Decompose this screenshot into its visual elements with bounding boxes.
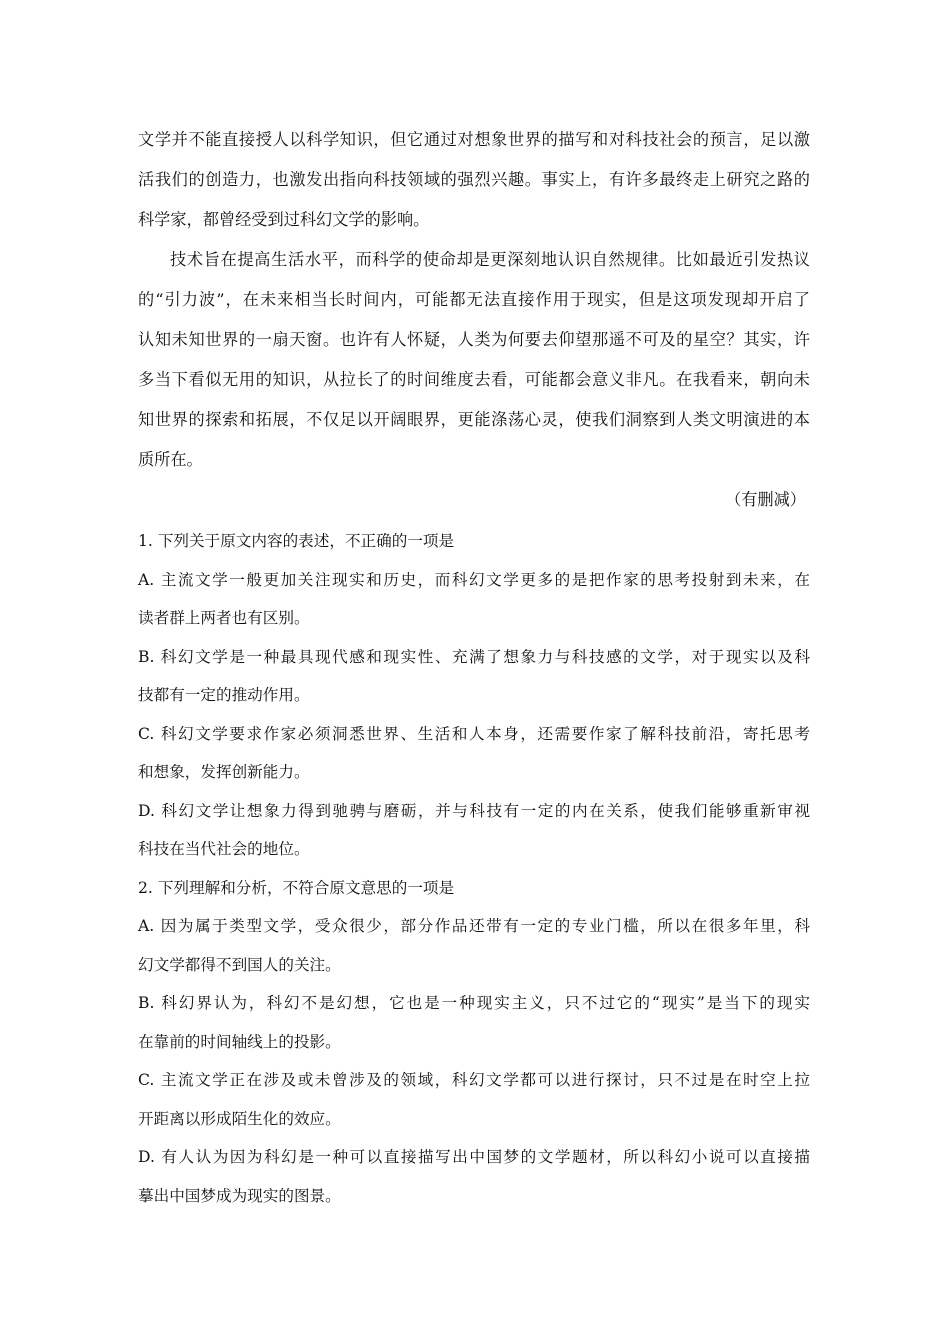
option-line: D. 科幻文学让想象力得到驰骋与磨砺，并与科技有一定的内在关系，使我们能够重新审视 — [138, 801, 810, 820]
option-line: A. 因为属于类型文学，受众很少，部分作品还带有一定的专业门槛，所以在很多年里，科 — [138, 917, 810, 935]
option-a — [138, 907, 810, 984]
question-1 — [138, 522, 810, 869]
text-line: 知世界的探索和拓展，不仅足以开阔眼界，更能涤荡心灵，使我们洞察到人类文明演进的本 — [138, 410, 810, 429]
option-a — [138, 561, 810, 638]
question-stem: 2. 下列理解和分析，不符合原文意思的一项是 — [138, 878, 455, 897]
option-line: C. 主流文学正在涉及或未曾涉及的领域，科幻文学都可以进行探讨，只不过是在时空上拉 — [138, 1071, 810, 1089]
option-line: B. 科幻界认为，科幻不是幻想，它也是一种现实主义，只不过它的“现实”是当下的现实 — [138, 994, 810, 1012]
option-line: 在靠前的时间轴线上的投影。 — [138, 1032, 341, 1051]
paragraph-2 — [138, 240, 810, 480]
option-c — [138, 1061, 810, 1138]
source-note: （有删减） — [725, 490, 806, 509]
document-page — [138, 120, 810, 1215]
option-line: 和想象，发挥创新能力。 — [138, 763, 310, 781]
option-line: 幻文学都得不到国人的关注。 — [138, 955, 341, 974]
paragraph-1 — [138, 120, 810, 240]
option-b — [138, 638, 810, 715]
question-2 — [138, 869, 810, 1216]
option-line: B. 科幻文学是一种最具现代感和现实性、充满了想象力与科技感的文学，对于现实以及科 — [138, 647, 810, 666]
text-line: 的“引力波”，在未来相当长时间内，可能都无法直接作用于现实，但是这项发现却开启了 — [138, 290, 810, 309]
text-line: 技术旨在提高生活水平，而科学的使命却是更深刻地认识自然规律。比如最近引发热议 — [170, 250, 810, 269]
option-line: C. 科幻文学要求作家必须洞悉世界、生活和人本身，还需要作家了解科技前沿，寄托思考 — [138, 724, 810, 743]
text-line: 活我们的创造力，也激发出指向科技领域的强烈兴趣。事实上，有许多最终走上研究之路的 — [138, 170, 810, 189]
option-b — [138, 984, 810, 1061]
option-d — [138, 1138, 810, 1215]
text-line: 科学家，都曾经受到过科幻文学的影响。 — [138, 210, 430, 229]
option-line: 开距离以形成陌生化的效应。 — [138, 1109, 341, 1128]
option-d — [138, 792, 810, 869]
option-line: D. 有人认为因为科幻是一种可以直接描写出中国梦的文学题材，所以科幻小说可以直接描 — [138, 1148, 810, 1166]
question-stem: 1. 下列关于原文内容的表述，不正确的一项是 — [138, 532, 455, 550]
option-line: 摹出中国梦成为现实的图景。 — [138, 1186, 341, 1205]
option-line: A. 主流文学一般更加关注现实和历史，而科幻文学更多的是把作家的思考投射到未来，在 — [138, 570, 810, 589]
option-c — [138, 715, 810, 792]
text-line: 质所在。 — [138, 450, 203, 469]
option-line: 技都有一定的推动作用。 — [138, 686, 310, 704]
text-line: 多当下看似无用的知识，从拉长了的时间维度去看，可能都会意义非凡。在我看来，朝向未 — [138, 370, 810, 389]
text-line: 文学并不能直接授人以科学知识，但它通过对想象世界的描写和对科技社会的预言，足以激 — [138, 130, 810, 149]
option-line: 读者群上两者也有区别。 — [138, 609, 310, 627]
text-line: 认知未知世界的一扇天窗。也许有人怀疑，人类为何要去仰望那遥不可及的星空？其实，许 — [138, 330, 810, 349]
option-line: 科技在当代社会的地位。 — [138, 840, 310, 858]
